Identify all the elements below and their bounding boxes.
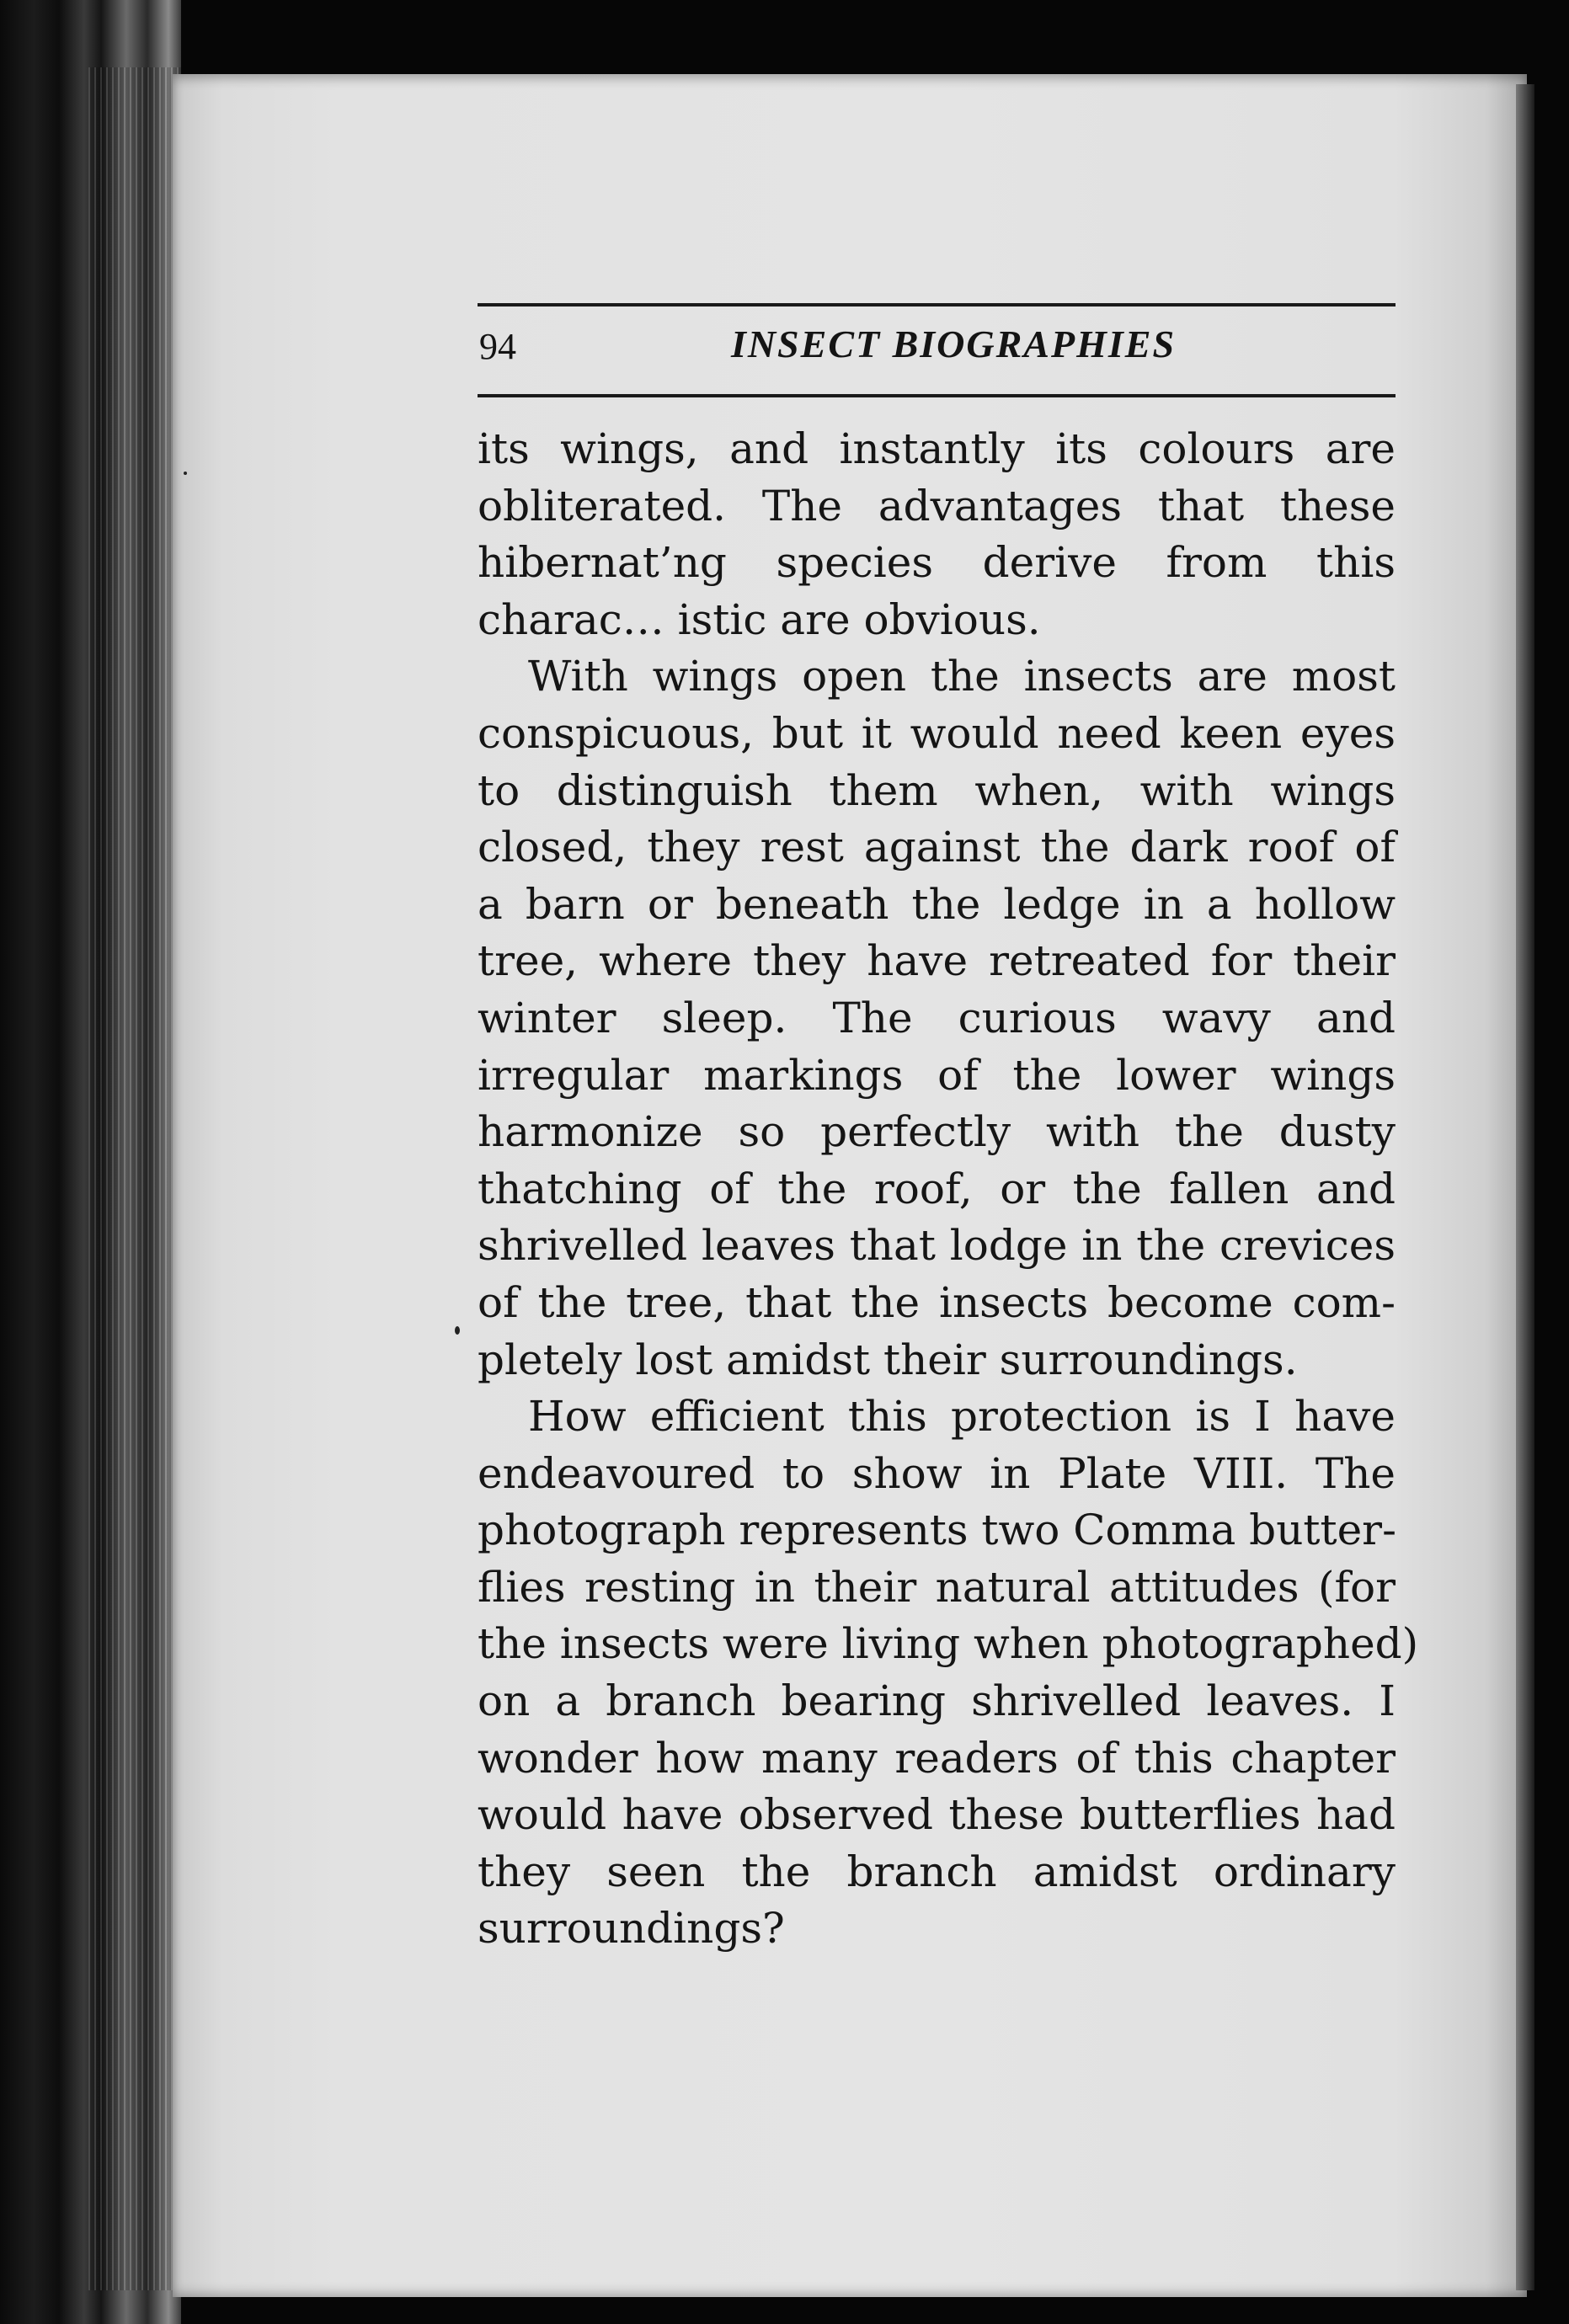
text-line: they seen the branch amidst ordinary xyxy=(478,1847,1396,1896)
binding-edge-texture xyxy=(88,67,181,2290)
scan-speck xyxy=(184,472,187,475)
page-number: 94 xyxy=(479,326,516,367)
text-line: With wings open the insects are most xyxy=(528,652,1396,701)
text-line: shrivelled leaves that lodge in the crevices xyxy=(478,1221,1396,1271)
scan-speck xyxy=(455,1326,460,1335)
text-line: hibernat’ng species derive from this xyxy=(478,538,1396,588)
text-line: pletely lost amidst their surroundings. xyxy=(478,1335,1298,1384)
text-line: closed, they rest against the dark roof of xyxy=(478,823,1396,872)
text-line: wonder how many readers of this chapter xyxy=(478,1733,1396,1783)
text-line: obliterated. The advantages that these xyxy=(478,481,1396,530)
body-text xyxy=(478,421,1419,1958)
text-line: photograph represents two Comma butter- xyxy=(478,1506,1396,1555)
running-header xyxy=(478,303,1396,397)
text-line: surroundings? xyxy=(478,1904,785,1954)
text-line: harmonize so perfectly with the dusty xyxy=(478,1107,1396,1157)
text-line: tree, where they have retreated for their xyxy=(478,936,1396,986)
text-line: winter sleep. The curious wavy and xyxy=(478,993,1396,1042)
text-line: flies resting in their natural attitudes (for xyxy=(478,1562,1396,1612)
text-line: How efficient this protection is I have xyxy=(528,1392,1396,1442)
text-line: charac… istic are obvious. xyxy=(478,594,1041,644)
text-line: endeavoured to show in Plate VIII. The xyxy=(478,1448,1396,1498)
text-line: to distinguish them when, with wings xyxy=(478,765,1396,815)
running-head-title: INSECT BIOGRAPHIES xyxy=(730,322,1177,365)
text-line: conspicuous, but it would need keen eyes xyxy=(478,708,1396,758)
text-line: the insects were living when photographed) xyxy=(478,1619,1419,1669)
page-right-edge-shadow xyxy=(1516,84,1534,2290)
text-line: a barn or beneath the ledge in a hollow xyxy=(478,879,1396,929)
text-line: of the tree, that the insects become com- xyxy=(478,1277,1396,1327)
text-line: thatching of the roof, or the fallen and xyxy=(478,1164,1396,1213)
text-line: on a branch bearing shrivelled leaves. I xyxy=(478,1676,1396,1726)
text-line: irregular markings of the lower wings xyxy=(478,1050,1396,1100)
text-line: its wings, and instantly its colours are xyxy=(478,424,1396,473)
text-line: would have observed these butterflies had xyxy=(478,1790,1396,1840)
